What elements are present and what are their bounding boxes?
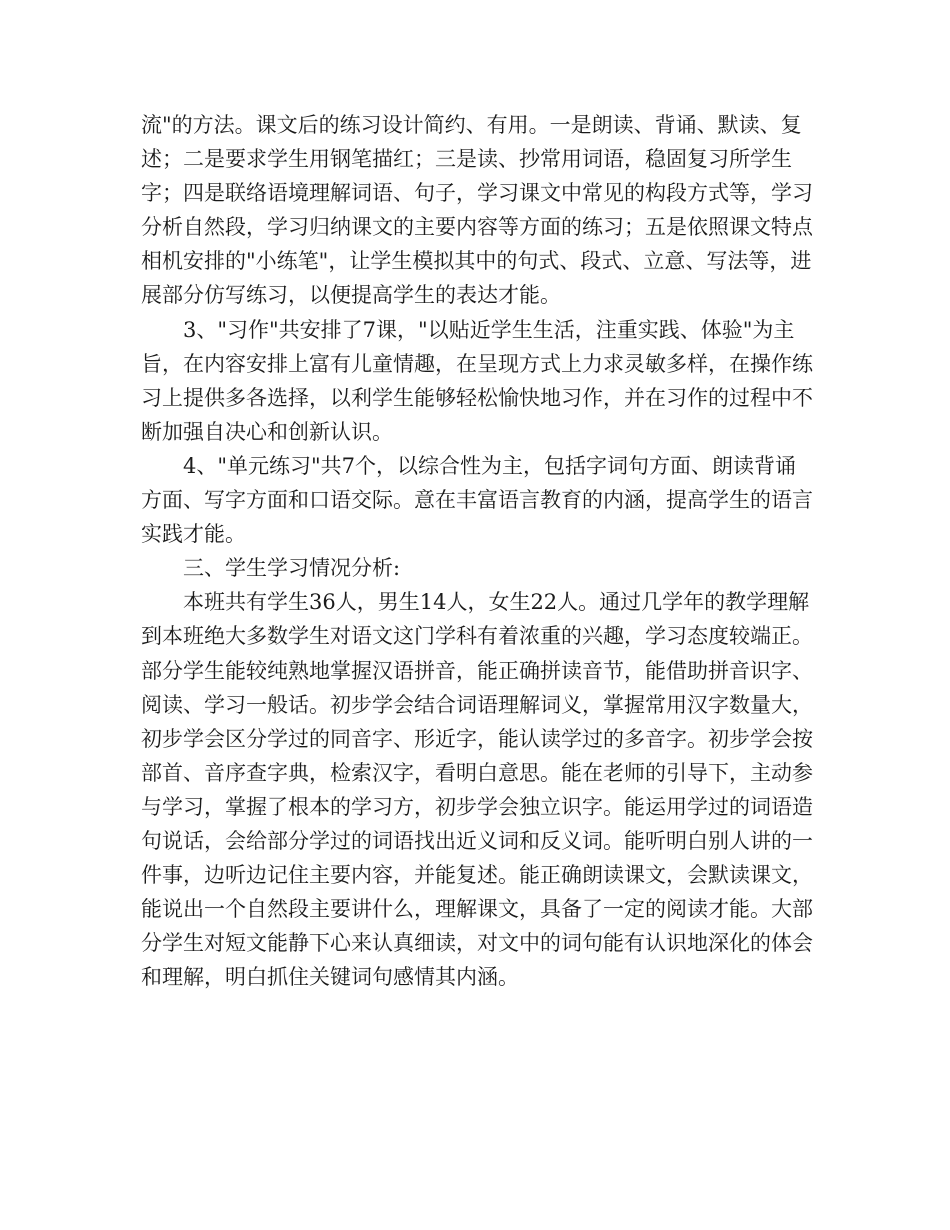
section-heading-student-analysis: 三、学生学习情况分析: <box>183 556 401 581</box>
document-body <box>141 108 813 994</box>
paragraph-composition: 3、"习作"共安排了7课，"以贴近学生生活，注重实践、体验"为主旨，在内容安排上富有儿童情趣，在呈现方式上力求灵敏多样，在操作练习上提供多各选择，以利学生能够轻松愉快地习作，并在习作的过程中不断加强自决心和创新认识。 <box>141 317 813 444</box>
paragraph-unit-practice: 4、"单元练习"共7个，以综合性为主，包括字词句方面、朗读背诵方面、写字方面和口语交际。意在丰富语言教育的内涵，提高学生的语言实践才能。 <box>141 453 813 547</box>
paragraph-exercise-design: 流"的方法。课文后的练习设计简约、有用。一是朗读、背诵、默读、复述；二是要求学生用钢笔描红；三是读、抄常用词语，稳固复习所学生字；四是联络语境理解词语、句子，学习课文中常见的构段方式等，学习分析自然段，学习归纳课文的主要内容等方面的练习；五是依照课文特点相机安排的"小练笔"，让学生模拟其中的句式、段式、立意、写法等，进展部分仿写练习，以便提高学生的表达才能。 <box>141 113 813 308</box>
paragraph-class-analysis: 本班共有学生36人，男生14人，女生22人。通过几学年的教学理解到本班绝大多数学生对语文这门学科有着浓重的兴趣，学习态度较端正。部分学生能较纯熟地掌握汉语拼音，能正确拼读音节，能借助拼音识字、阅读、学习一般话。初步学会结合词语理解词义，掌握常用汉字数量大，初步学会区分学过的同音字、形近字，能认读学过的多音字。初步学会按部首、音序查字典，检索汉字，看明白意思。能在老师的引导下，主动参与学习，掌握了根本的学习方，初步学会独立识字。能运用学过的词语造句说话，会给部分学过的词语找出近义词和反义词。能听明白别人讲的一件事，边听边记住主要内容，并能复述。能正确朗读课文，会默读课文，能说出一个自然段主要讲什么，理解课文，具备了一定的阅读才能。大部分学生对短文能静下心来认真细读，对文中的词句能有认识地深化的体会和理解，明白抓住关键词句感情其内涵。 <box>141 590 813 990</box>
